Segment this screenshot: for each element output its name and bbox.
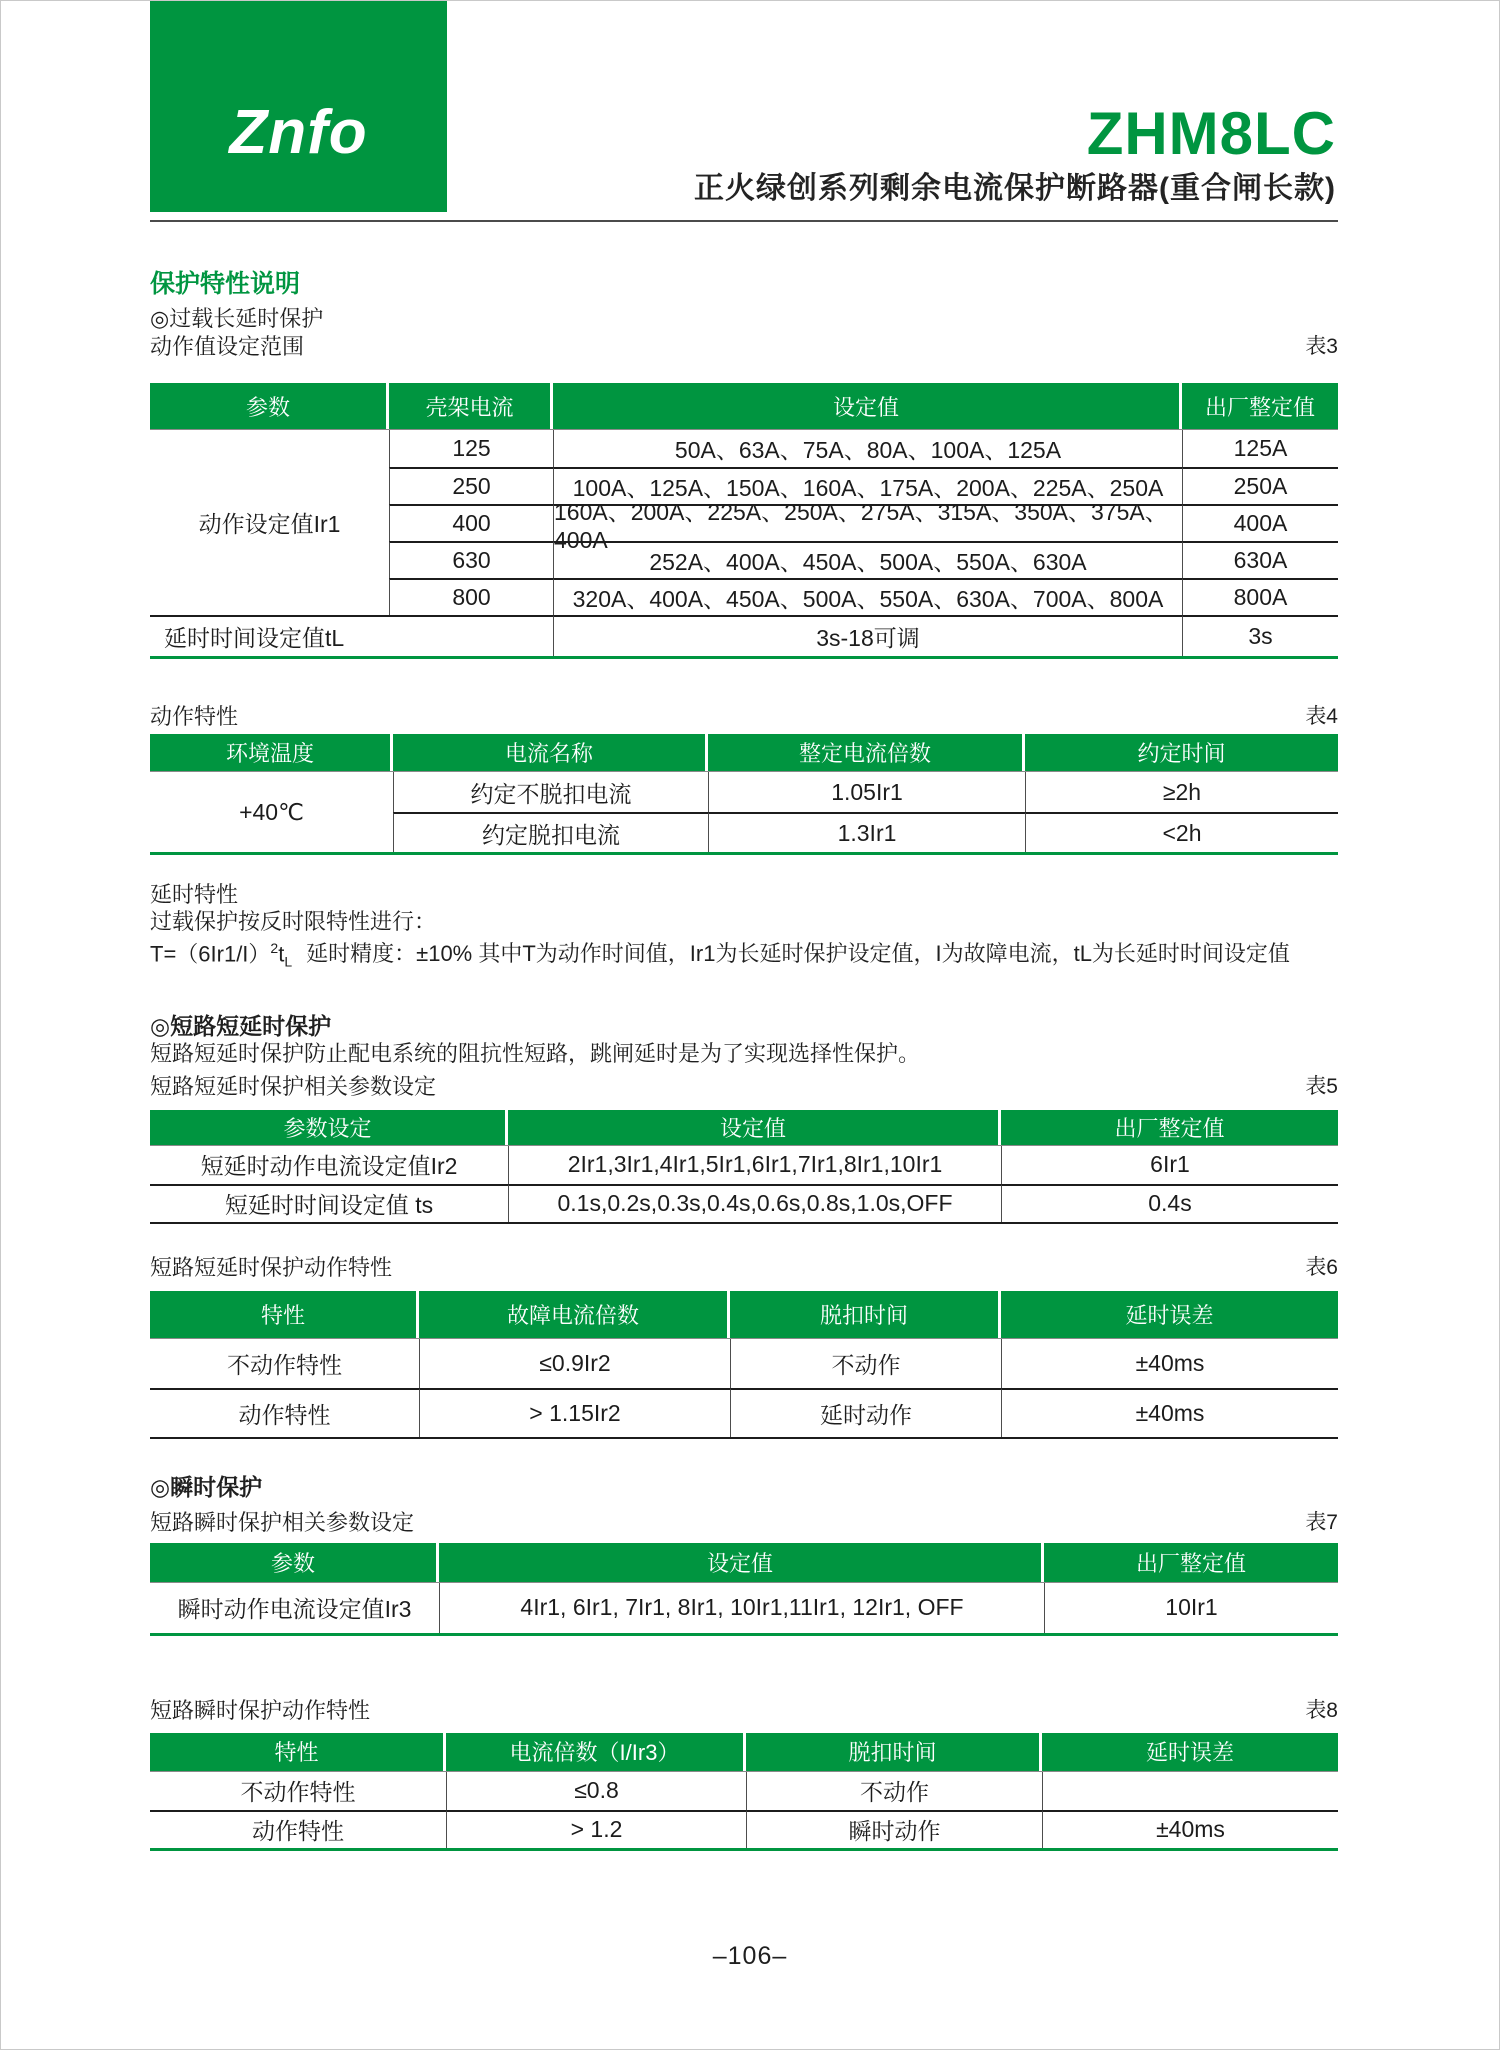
table3-caption: 动作值设定范围 — [150, 334, 305, 359]
table8-header-row — [150, 1733, 1338, 1771]
table4-label: 表4 — [1305, 705, 1338, 728]
table6-body — [150, 1338, 1338, 1439]
table3-setting-cell: 252A、400A、450A、500A、550A、630A — [553, 541, 1182, 578]
table4-temp-cell: +40℃ — [239, 798, 304, 825]
table6-header-cell: 故障电流倍数 — [419, 1291, 730, 1338]
table4-multiple-cell: 1.3Ir1 — [708, 812, 1025, 852]
table3-delay-label-cell: 延时时间设定值tL — [150, 615, 553, 656]
table8-char-cell: 不动作特性 — [240, 1779, 356, 1806]
table7 — [150, 1543, 1338, 1636]
table5-param-cell: 短延时时间设定值 ts — [150, 1184, 508, 1222]
formula-description: 延时精度：±10% 其中T为动作时间值，Ir1为长延时保护设定值，I为故障电流，tL为长延时时间设定值 — [306, 941, 1290, 967]
table3 — [150, 383, 1338, 659]
table3-frame-cell: 250 — [389, 467, 553, 504]
table7-body — [150, 1582, 1338, 1636]
table7-header-cell: 出厂整定值 — [1044, 1543, 1338, 1582]
table7-header-cell: 设定值 — [439, 1543, 1044, 1582]
table5-header-cell: 设定值 — [508, 1110, 1001, 1145]
table3-setting-cell: 160A、200A、225A、250A、275A、315A、350A、375A、400A — [553, 504, 1182, 541]
table7-label: 表7 — [1305, 1510, 1338, 1534]
brand-logo: Znfo — [229, 98, 368, 167]
caption-row-table7 — [150, 1509, 1338, 1537]
brand-logo-box — [150, 1, 447, 212]
table5-caption: 短路短延时保护相关参数设定 — [150, 1073, 437, 1099]
table3-factory-cell: 400A — [1182, 504, 1338, 541]
table8-body — [150, 1771, 1338, 1851]
bullet-short-delay-protection: ◎短路短延时保护 — [150, 1012, 332, 1039]
page-header — [694, 100, 1336, 209]
table6-caption: 短路短延时保护动作特性 — [150, 1254, 393, 1280]
table8-ratio-cell: > 1.2 — [446, 1810, 746, 1848]
caption-row-table3 — [150, 333, 1338, 361]
table6-fault-cell: ≤0.9Ir2 — [419, 1339, 730, 1388]
series-subtitle: 正火绿创系列剩余电流保护断路器(重合闸长款) — [694, 172, 1336, 205]
table8-header-cell: 脱扣时间 — [746, 1733, 1042, 1771]
table7-header-cell: 参数 — [150, 1543, 439, 1582]
formula-base: t — [278, 941, 285, 967]
table3-param-cell: 动作设定值Ir1 — [198, 511, 341, 537]
table6-char-cell: 动作特性 — [150, 1388, 419, 1437]
bullet-instantaneous-protection: ◎瞬时保护 — [150, 1473, 263, 1500]
table5-factory-cell: 0.4s — [1001, 1184, 1338, 1222]
table3-factory-cell: 250A — [1182, 467, 1338, 504]
model-title: ZHM8LC — [1086, 100, 1336, 167]
content-column — [150, 271, 1338, 1851]
page-number: –106– — [712, 1942, 788, 1970]
table8-trip-cell: 不动作 — [746, 1772, 1042, 1810]
caption-row-table6 — [150, 1254, 1338, 1282]
table4-header-cell: 环境温度 — [150, 734, 393, 771]
table4-header-row — [150, 734, 1338, 771]
table6-trip-cell: 不动作 — [730, 1339, 1001, 1388]
delay-note-title: 延时特性 — [150, 882, 239, 907]
table3-setting-cell: 50A、63A、75A、80A、100A、125A — [553, 430, 1182, 467]
table8-header-cell: 特性 — [150, 1733, 446, 1771]
table5-param-cell: 短延时动作电流设定值Ir2 — [200, 1153, 458, 1180]
caption-row-table4 — [150, 703, 1338, 731]
table3-factory-cell: 630A — [1182, 541, 1338, 578]
table3-body — [150, 429, 1338, 659]
table6-header-cell: 延时误差 — [1001, 1291, 1338, 1338]
table3-header-cell: 壳架电流 — [389, 383, 553, 429]
table5-body — [150, 1145, 1338, 1224]
table4-name-cell: 约定脱扣电流 — [393, 812, 708, 852]
table3-header-row — [150, 383, 1338, 429]
table3-delay-setting-cell: 3s-18可调 — [553, 615, 1182, 656]
table8-char-cell: 动作特性 — [150, 1810, 446, 1848]
table4-time-cell: ≥2h — [1025, 772, 1338, 812]
section-title: 保护特性说明 — [150, 270, 301, 298]
delay-note — [150, 881, 1338, 976]
table6 — [150, 1291, 1338, 1439]
table6-error-cell: ±40ms — [1001, 1339, 1338, 1388]
table7-setting-cell: 4Ir1, 6Ir1, 7Ir1, 8Ir1, 10Ir1,11Ir1, 12Ir1, OFF — [439, 1583, 1044, 1633]
table6-trip-cell: 延时动作 — [730, 1388, 1001, 1437]
table5-header-row — [150, 1110, 1338, 1145]
table3-frame-cell: 400 — [389, 504, 553, 541]
table5-setting-cell: 0.1s,0.2s,0.3s,0.4s,0.6s,0.8s,1.0s,OFF — [508, 1184, 1001, 1222]
table7-param-cell: 瞬时动作电流设定值Ir3 — [177, 1596, 412, 1623]
table5-header-cell: 参数设定 — [150, 1110, 508, 1145]
table8-error-cell: ±40ms — [1042, 1810, 1338, 1848]
table7-factory-cell: 10Ir1 — [1044, 1583, 1338, 1633]
table4-body — [150, 771, 1338, 855]
table5-label: 表5 — [1305, 1074, 1338, 1098]
table8-header-cell: 电流倍数（I/Ir3） — [446, 1733, 746, 1771]
table8-caption: 短路瞬时保护动作特性 — [150, 1697, 371, 1723]
table3-header-cell: 参数 — [150, 383, 389, 429]
table6-char-cell: 不动作特性 — [227, 1351, 342, 1378]
table6-label: 表6 — [1305, 1255, 1338, 1279]
table4-header-cell: 约定时间 — [1025, 734, 1338, 771]
table8 — [150, 1733, 1338, 1851]
table4-caption: 动作特性 — [150, 704, 239, 729]
table4-name-cell: 约定不脱扣电流 — [393, 772, 708, 812]
formula-subscript: L — [284, 953, 293, 970]
table8-error-cell — [1042, 1772, 1338, 1810]
table4-header-cell: 整定电流倍数 — [708, 734, 1025, 771]
formula-exponent: 2 — [270, 940, 279, 956]
delay-note-line1: 过载保护按反时限特性进行： — [150, 909, 437, 934]
caption-row-table8 — [150, 1697, 1338, 1725]
table8-header-cell: 延时误差 — [1042, 1733, 1338, 1771]
table3-frame-cell: 630 — [389, 541, 553, 578]
bullet-overload-protection: ◎过载长延时保护 — [150, 306, 324, 331]
table5-setting-cell: 2Ir1,3Ir1,4Ir1,5Ir1,6Ir1,7Ir1,8Ir1,10Ir1 — [508, 1146, 1001, 1184]
table3-frame-cell: 800 — [389, 578, 553, 615]
short-delay-description: 短路短延时保护防止配电系统的阻抗性短路，跳闸延时是为了实现选择性保护。 — [150, 1040, 921, 1066]
table4-time-cell: <2h — [1025, 812, 1338, 852]
table8-trip-cell: 瞬时动作 — [746, 1810, 1042, 1848]
table3-header-cell: 设定值 — [553, 383, 1182, 429]
delay-formula — [150, 935, 1338, 976]
table3-factory-cell: 800A — [1182, 578, 1338, 615]
table8-ratio-cell: ≤0.8 — [446, 1772, 746, 1810]
table4-header-cell: 电流名称 — [393, 734, 708, 771]
header-divider — [150, 220, 1338, 222]
table3-header-cell: 出厂整定值 — [1182, 383, 1338, 429]
table4-multiple-cell: 1.05Ir1 — [708, 772, 1025, 812]
table5 — [150, 1110, 1338, 1224]
table7-caption: 短路瞬时保护相关参数设定 — [150, 1509, 415, 1535]
formula-prefix: T=（6Ir1/I） — [150, 941, 271, 967]
table5-header-cell: 出厂整定值 — [1001, 1110, 1338, 1145]
table3-label: 表3 — [1305, 335, 1338, 358]
table5-factory-cell: 6Ir1 — [1001, 1146, 1338, 1184]
table6-error-cell: ±40ms — [1001, 1388, 1338, 1437]
table4 — [150, 734, 1338, 855]
table3-setting-cell: 320A、400A、450A、500A、550A、630A、700A、800A — [553, 578, 1182, 615]
table6-header-cell: 特性 — [150, 1291, 419, 1338]
caption-row-table5 — [150, 1073, 1338, 1101]
table8-label: 表8 — [1305, 1698, 1338, 1722]
table3-delay-factory-cell: 3s — [1182, 615, 1338, 656]
table3-setting-cell: 100A、125A、150A、160A、175A、200A、225A、250A — [553, 467, 1182, 504]
table3-factory-cell: 125A — [1182, 430, 1338, 467]
table6-fault-cell: > 1.15Ir2 — [419, 1388, 730, 1437]
table3-frame-cell: 125 — [389, 430, 553, 467]
table6-header-cell: 脱扣时间 — [730, 1291, 1001, 1338]
table6-header-row — [150, 1291, 1338, 1338]
table7-header-row — [150, 1543, 1338, 1582]
